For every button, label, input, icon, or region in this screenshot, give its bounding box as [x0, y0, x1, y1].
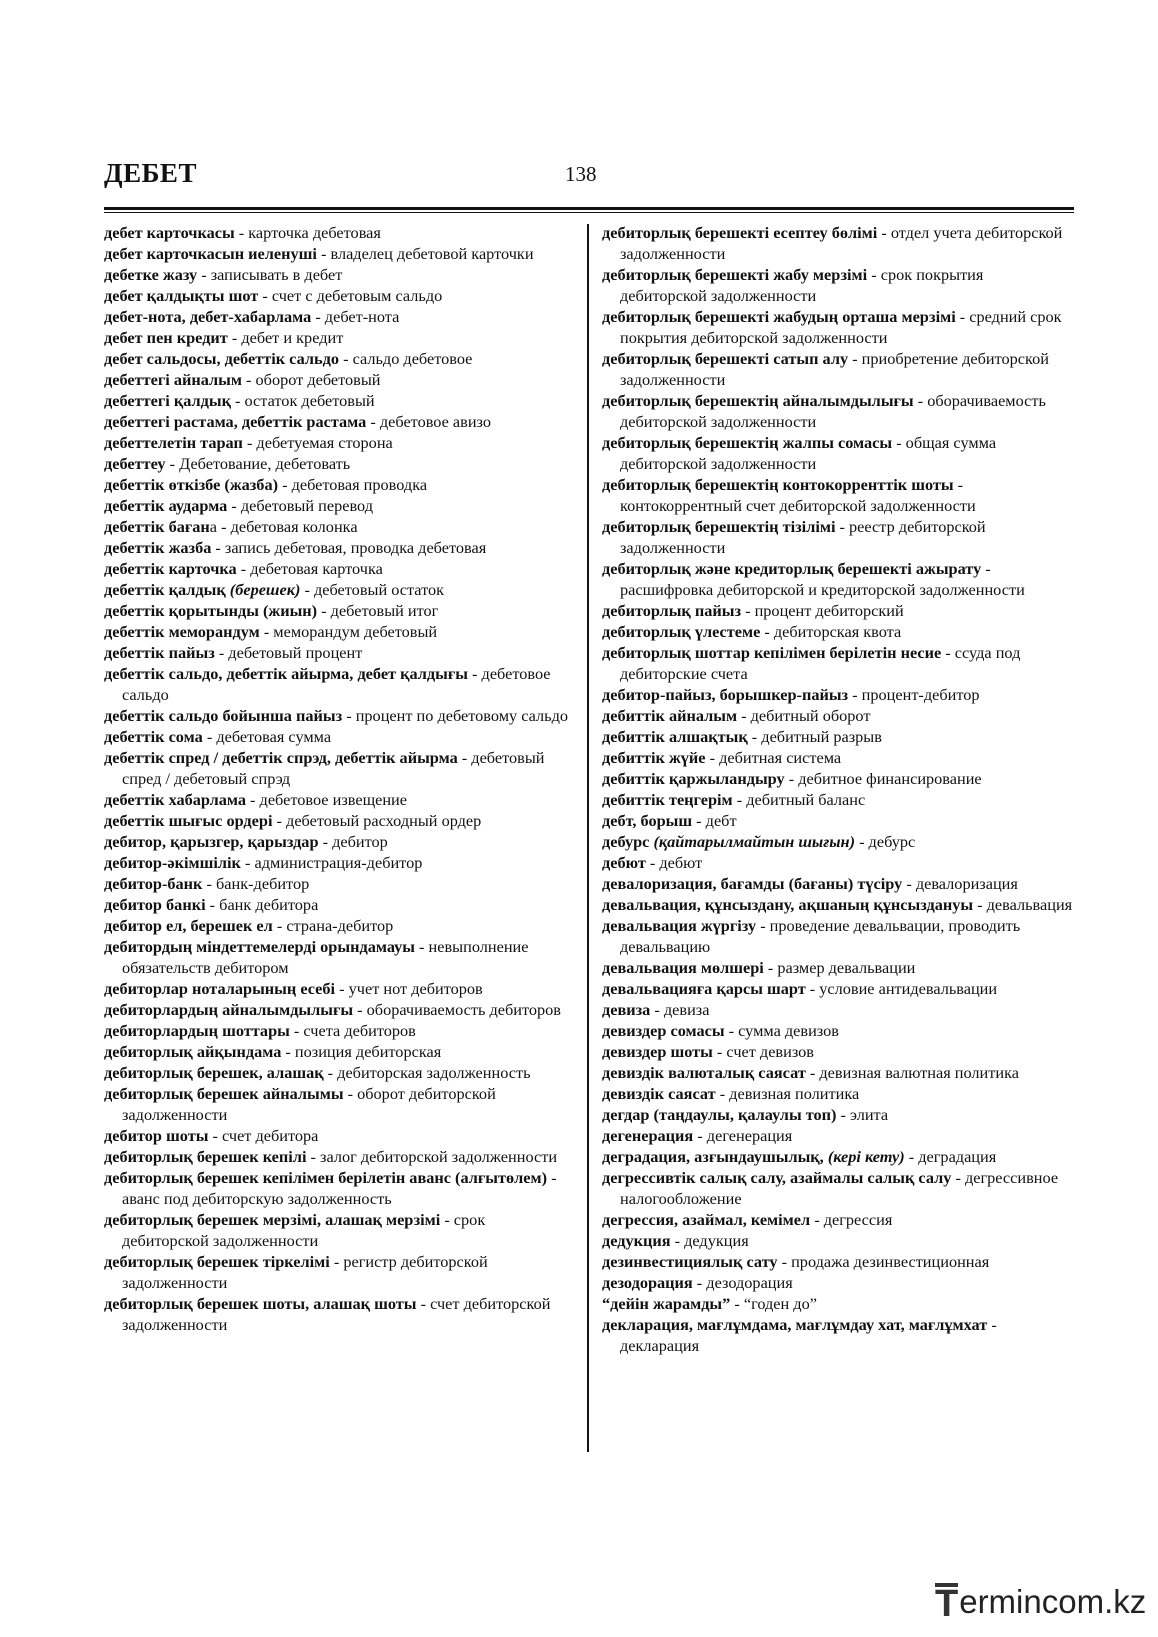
dictionary-entry — [104, 1083, 574, 1125]
entry-term: дегдар (таңдаулы, қалаулы топ) — [602, 1105, 837, 1124]
dictionary-entry — [104, 789, 574, 810]
entry-term: дебеттік қалдық — [104, 580, 230, 599]
entry-term: дебеттік жазба — [104, 538, 212, 557]
entry-term: дебеттік өткізбе (жазба) — [104, 475, 279, 494]
dictionary-entry — [602, 810, 1074, 831]
dictionary-entry — [602, 642, 1074, 684]
dictionary-entry — [104, 243, 574, 264]
entry-term: дебт, борыш — [602, 811, 693, 830]
header-word: ДЕБЕТ — [104, 158, 197, 188]
entry-term: дебет карточкасы — [104, 223, 235, 242]
entry-translation: - дебет и кредит — [227, 328, 344, 347]
entry-term: деградация, азғындаушылық, — [602, 1147, 828, 1166]
entry-term: дебеттік баған — [104, 517, 210, 536]
dictionary-entry — [602, 600, 1074, 621]
entry-translation: - дебт — [692, 811, 737, 830]
entry-term: девальвацияға қарсы шарт — [602, 979, 806, 998]
entry-translation: - дебитная система — [705, 748, 842, 767]
dictionary-entry — [104, 537, 574, 558]
entry-translation: - владелец дебетовой карточки — [316, 244, 534, 263]
entry-term: дебиторлардың шоттары — [104, 1021, 290, 1040]
entry-term: дебиторлық берешек кепілімен берілетін аванс (алғытөлем) — [104, 1168, 548, 1187]
entry-translation: - страна-дебитор — [272, 916, 394, 935]
entry-translation: - дебетовое извещение — [245, 790, 407, 809]
entry-term: дебиттік айналым — [602, 706, 738, 725]
entry-translation: - дебетовая проводка — [278, 475, 428, 494]
entry-translation: - срок дебиторской задолженности — [122, 1210, 486, 1250]
entry-translation: - ссуда под дебиторские счета — [620, 643, 1021, 683]
dictionary-entry — [104, 999, 574, 1020]
entry-term: дебет карточкасын иеленуші — [104, 244, 317, 263]
entry-term: дегрессивтік салық салу, азаймалы салық салу — [602, 1168, 952, 1187]
entry-translation: - расшифровка дебиторской и кредиторской задолженности — [620, 559, 1025, 599]
dictionary-entry — [104, 1062, 574, 1083]
dictionary-entry — [104, 558, 574, 579]
entry-translation: - дебитор — [318, 832, 388, 851]
entry-translation: - дегенерация — [693, 1126, 793, 1145]
entry-translation: - девиза — [650, 1000, 710, 1019]
entry-term: дебетке жазу — [104, 265, 198, 284]
dictionary-entry — [104, 705, 574, 726]
header-rule-thin — [104, 212, 1074, 213]
dictionary-entry — [104, 327, 574, 348]
dictionary-entry — [104, 810, 574, 831]
entry-translation: - учет нот дебиторов — [335, 979, 483, 998]
dictionary-entry — [602, 1230, 1074, 1251]
entry-translation: - дебитное финансирование — [784, 769, 982, 788]
dictionary-entry — [602, 1251, 1074, 1272]
entry-translation: - залог дебиторской задолженности — [306, 1147, 558, 1166]
entry-term: девальвация жүргізу — [602, 916, 757, 935]
entry-term: дебют — [602, 853, 646, 872]
entry-term: дебиторлық және кредиторлық берешекті ажырату — [602, 559, 982, 578]
entry-translation: - банк-дебитор — [202, 874, 310, 893]
entry-translation: - дебиторская задолженность — [323, 1063, 531, 1082]
entry-term: дебет қалдықты шот — [104, 286, 259, 305]
entry-term: дебеттегі растама, дебеттік растама — [104, 412, 367, 431]
entry-translation: - дебетовый перевод — [227, 496, 373, 515]
entry-translation: - аванс под дебиторскую задолженность — [122, 1168, 557, 1208]
entry-term: дебитор, қарызгер, қарыздар — [104, 832, 319, 851]
dictionary-entry — [104, 1167, 574, 1209]
dictionary-entry — [104, 642, 574, 663]
dictionary-entry — [104, 411, 574, 432]
entry-term: дебет пен кредит — [104, 328, 228, 347]
entry-translation: - приобретение дебиторской задолженности — [620, 349, 1049, 389]
entry-translation: - реестр дебиторской задолженности — [620, 517, 986, 557]
dictionary-entry — [104, 285, 574, 306]
dictionary-entry — [602, 1314, 1074, 1356]
entry-term-note: (қайтарылмайтын шығын) — [653, 832, 855, 851]
entry-translation: - “годен до” — [730, 1294, 817, 1313]
dictionary-entry — [104, 894, 574, 915]
entry-translation: - девальвация — [973, 895, 1073, 914]
entry-term: дебеттік меморандум — [104, 622, 260, 641]
entry-translation: - дебетуемая сторона — [242, 433, 393, 452]
dictionary-entry — [602, 978, 1074, 999]
entry-translation: - оборачиваемость дебиторов — [353, 1000, 561, 1019]
entry-term: дебиттік жүйе — [602, 748, 706, 767]
entry-term: дебиторлық берешек кепілі — [104, 1147, 307, 1166]
entry-translation: - дебетовая карточка — [236, 559, 383, 578]
dictionary-entry — [104, 264, 574, 285]
entry-term: дегрессия, азаймал, кемімел — [602, 1210, 811, 1229]
entry-translation: - дебурс — [855, 832, 916, 851]
entry-term: дебитор-банк — [104, 874, 203, 893]
entry-term: дебеттік карточка — [104, 559, 237, 578]
entry-term: дебеттік хабарлама — [104, 790, 246, 809]
entry-translation: - процент по дебетовому сальдо — [342, 706, 568, 725]
entry-term: дебиторлық берешек мерзімі, алашақ мерзімі — [104, 1210, 441, 1229]
dictionary-entry — [602, 1146, 1074, 1167]
entry-term: девалоризация, бағамды (бағаны) түсіру — [602, 874, 903, 893]
entry-term: дебеттік аударма — [104, 496, 228, 515]
entry-term: дебиторлар ноталарының есебі — [104, 979, 336, 998]
dictionary-entry — [602, 1041, 1074, 1062]
entry-translation: - дебетовая сумма — [202, 727, 332, 746]
entry-translation: - дебетовый остаток — [300, 580, 445, 599]
entry-translation: - продажа дезинвестиционная — [777, 1252, 990, 1271]
dictionary-entry — [602, 726, 1074, 747]
dictionary-entry — [602, 957, 1074, 978]
dictionary-entry — [602, 684, 1074, 705]
dictionary-entry — [104, 915, 574, 936]
dictionary-entry — [602, 348, 1074, 390]
entry-term: дебитор-пайыз, борышкер-пайыз — [602, 685, 849, 704]
dictionary-entry — [602, 621, 1074, 642]
dictionary-entry — [104, 831, 574, 852]
entry-term: дебеттік сома — [104, 727, 203, 746]
dictionary-entry — [602, 852, 1074, 873]
entry-term: дебеттегі қалдық — [104, 391, 231, 410]
entry-translation: - сальдо дебетовое — [339, 349, 473, 368]
entry-translation: - условие антидевальвации — [805, 979, 998, 998]
site-logo[interactable] — [935, 1580, 1150, 1624]
entry-translation: - карточка дебетовая — [234, 223, 381, 242]
entry-translation: - дегрессивное налогообложение — [620, 1168, 1059, 1208]
entry-translation: - регистр дебиторской задолженности — [122, 1252, 488, 1292]
dictionary-entry — [602, 474, 1074, 516]
entry-translation: - процент дебиторский — [741, 601, 904, 620]
entry-term: дебеттік сальдо бойынша пайыз — [104, 706, 343, 725]
dictionary-entry — [104, 453, 574, 474]
entry-translation: - девизная валютная политика — [805, 1063, 1019, 1082]
dictionary-entry — [104, 621, 574, 642]
dictionary-entry — [104, 747, 574, 789]
entry-translation: - банк дебитора — [205, 895, 319, 914]
entry-translation: - дебиторская квота — [760, 622, 902, 641]
dictionary-entry — [104, 600, 574, 621]
entry-translation: - дебетовое авизо — [366, 412, 492, 431]
dictionary-entry — [602, 768, 1074, 789]
entry-translation: - оборот дебетовый — [241, 370, 381, 389]
entry-term: дебиторлық берешекті есептеу бөлімі — [602, 223, 878, 242]
entry-translation: - невыполнение обязательств дебитором — [122, 937, 529, 977]
dictionary-entry — [104, 1251, 574, 1293]
dictionary-entry — [104, 348, 574, 369]
dictionary-entry — [104, 390, 574, 411]
entry-term: дебиттік теңгерім — [602, 790, 733, 809]
entry-term: дебиторлық шоттар кепілімен берілетін несие — [602, 643, 942, 662]
entry-translation: - записывать в дебет — [197, 265, 343, 284]
dictionary-entry — [602, 915, 1074, 957]
entry-term: девиздік валюталық саясат — [602, 1063, 806, 1082]
entry-translation: - процент-дебитор — [848, 685, 980, 704]
entry-term: дебиттік алшақтық — [602, 727, 748, 746]
entry-term: дебиторлық пайыз — [602, 601, 742, 620]
entry-translation: - проведение девальвации, проводить девальвацию — [620, 916, 1021, 956]
dictionary-entry — [104, 978, 574, 999]
dictionary-entry — [104, 516, 574, 537]
entry-translation: - дебитный баланс — [732, 790, 866, 809]
dictionary-entry — [104, 369, 574, 390]
entry-translation: - дедукция — [670, 1231, 749, 1250]
entry-term: дебиторлық үлестеме — [602, 622, 761, 641]
entry-translation: - срок покрытия дебиторской задолженности — [620, 265, 984, 305]
entry-translation: - контокоррентный счет дебиторской задолженности — [620, 475, 976, 515]
entry-translation: - дебют — [645, 853, 703, 872]
entry-term: дебеттік қорытынды (жиын) — [104, 601, 318, 620]
entry-translation: - счет с дебетовым сальдо — [258, 286, 443, 305]
entry-term: дебиторлық берешектің контокорренттік шоты — [602, 475, 954, 494]
entry-translation: - дебитный оборот — [737, 706, 871, 725]
dictionary-entry — [104, 1125, 574, 1146]
entry-term: дебеттеу — [104, 454, 166, 473]
entry-translation: - администрация-дебитор — [240, 853, 423, 872]
page-number: 138 — [565, 162, 597, 186]
entry-term: дебиторлардың айналымдылығы — [104, 1000, 354, 1019]
entry-term: дебитор шоты — [104, 1126, 209, 1145]
entry-translation: - счет девизов — [712, 1042, 814, 1061]
entry-translation: - отдел учета дебиторской задолженности — [620, 223, 1063, 263]
dictionary-entry — [104, 579, 574, 600]
entry-translation: - оборот дебиторской задолженности — [122, 1084, 496, 1124]
entry-translation: - девалоризация — [902, 874, 1018, 893]
entry-translation: - Дебетование, дебетовать — [165, 454, 351, 473]
dictionary-entry — [602, 705, 1074, 726]
entry-term: дезинвестициялық сату — [602, 1252, 778, 1271]
dictionary-entry — [602, 1293, 1074, 1314]
entry-term: дебиторлық берешек айналымы — [104, 1084, 344, 1103]
dictionary-entry — [602, 306, 1074, 348]
right-column — [602, 222, 1074, 1356]
entry-translation: - общая сумма дебиторской задолженности — [620, 433, 997, 473]
dictionary-entry — [602, 222, 1074, 264]
logo-text: ermincom.kz — [959, 1583, 1147, 1620]
entry-translation: - меморандум дебетовый — [259, 622, 438, 641]
entry-term: девиздер сомасы — [602, 1021, 725, 1040]
entry-translation: - счета дебиторов — [289, 1021, 416, 1040]
entry-term: дебиторлық берешекті сатып алу — [602, 349, 849, 368]
dictionary-entry — [104, 852, 574, 873]
entry-term: девальвация мөлшері — [602, 958, 764, 977]
entry-translation: - дебетовый итог — [317, 601, 439, 620]
dictionary-entry — [602, 1083, 1074, 1104]
left-column — [104, 222, 574, 1335]
entry-term: дебитордың міндеттемелерді орындамауы — [104, 937, 415, 956]
entry-term: дебиттік қаржыландыру — [602, 769, 785, 788]
entry-translation: - дебетовый спред / дебетовый спрэд — [122, 748, 545, 788]
entry-term: дебитор банкі — [104, 895, 206, 914]
dictionary-entry — [602, 1125, 1074, 1146]
entry-term-note: (кері кету) — [827, 1147, 905, 1166]
entry-term: дебиторлық берешекті жабу мерзімі — [602, 265, 868, 284]
entry-term: дебитор ел, берешек ел — [104, 916, 273, 935]
entry-translation: - дегрессия — [810, 1210, 893, 1229]
dictionary-entry — [602, 747, 1074, 768]
dictionary-entry — [104, 873, 574, 894]
dictionary-entry — [104, 1020, 574, 1041]
entry-term: девиза — [602, 1000, 651, 1019]
entry-translation: - дезодорация — [692, 1273, 793, 1292]
dictionary-entry — [602, 789, 1074, 810]
dictionary-entry — [104, 1146, 574, 1167]
entry-translation: - размер девальвации — [763, 958, 916, 977]
dictionary-entry — [104, 1293, 574, 1335]
entry-term: девальвация, құнсыздану, ақшаның құнсыздануы — [602, 895, 974, 914]
entry-term: дебиторлық берешек шоты, алашақ шоты — [104, 1294, 417, 1313]
entry-term: дебеттік сальдо, дебеттік айырма, дебет қалдығы — [104, 664, 468, 683]
column-divider — [587, 224, 589, 1452]
entry-term: дебет-нота, дебет-хабарлама — [104, 307, 312, 326]
entry-term: дебеттік шығыс ордері — [104, 811, 273, 830]
entry-term: девиздік саясат — [602, 1084, 716, 1103]
entry-term: дебиторлық берешектің айналымдылығы — [602, 391, 914, 410]
entry-term: дебиторлық айқындама — [104, 1042, 282, 1061]
entry-term: дегенерация — [602, 1126, 694, 1145]
dictionary-entry — [104, 663, 574, 705]
entry-translation: - средний срок покрытия дебиторской задолженности — [620, 307, 1062, 347]
entry-translation: - позиция дебиторская — [281, 1042, 442, 1061]
dictionary-entry — [602, 1062, 1074, 1083]
entry-translation: - дебетовое сальдо — [122, 664, 551, 704]
dictionary-entry — [602, 390, 1074, 432]
entry-term: дебиторлық берешекті жабудың орташа мерзімі — [602, 307, 956, 326]
entry-translation: - дебитный разрыв — [747, 727, 882, 746]
entry-translation: - счет дебиторской задолженности — [122, 1294, 551, 1334]
dictionary-entry — [602, 1167, 1074, 1209]
entry-translation: - деградация — [904, 1147, 997, 1166]
entry-translation: - девизная политика — [715, 1084, 860, 1103]
dictionary-entry — [602, 894, 1074, 915]
entry-translation: - счет дебитора — [208, 1126, 319, 1145]
entry-term: дебурс — [602, 832, 654, 851]
entry-term: дебитор-әкімшілік — [104, 853, 241, 872]
dictionary-entry — [602, 999, 1074, 1020]
entry-term: декларация, мағлұмдама, мағлұмдау хат, мағлұмхат — [602, 1315, 988, 1334]
entry-term: дебиторлық берешектің тізілімі — [602, 517, 836, 536]
entry-term-note: (берешек) — [229, 580, 301, 599]
dictionary-entry — [602, 1020, 1074, 1041]
dictionary-entry — [602, 873, 1074, 894]
dictionary-entry — [602, 432, 1074, 474]
entry-translation: - декларация — [620, 1315, 997, 1355]
dictionary-entry — [602, 1104, 1074, 1125]
logo-mark: T — [935, 1583, 959, 1625]
entry-translation: - дебетовый расходный ордер — [272, 811, 482, 830]
entry-translation: - запись дебетовая, проводка дебетовая — [211, 538, 487, 557]
entry-term: девиздер шоты — [602, 1042, 713, 1061]
entry-translation: - остаток дебетовый — [230, 391, 375, 410]
entry-term: дебиторлық берешектің жалпы сомасы — [602, 433, 893, 452]
entry-term: дебиторлық берешек тіркелімі — [104, 1252, 330, 1271]
entry-translation: - дебет-нота — [311, 307, 400, 326]
entry-term: дебиторлық берешек, алашақ — [104, 1063, 324, 1082]
entry-term: дезодорация — [602, 1273, 693, 1292]
entry-translation: - дебетовый процент — [214, 643, 363, 662]
dictionary-entry — [602, 516, 1074, 558]
dictionary-entry — [602, 831, 1074, 852]
dictionary-entry — [104, 936, 574, 978]
dictionary-entry — [602, 1209, 1074, 1230]
dictionary-entry — [104, 495, 574, 516]
dictionary-entry — [104, 432, 574, 453]
entry-translation: а - дебетовая колонка — [209, 517, 358, 536]
dictionary-entry — [602, 558, 1074, 600]
dictionary-entry — [104, 1209, 574, 1251]
dictionary-entry — [104, 222, 574, 243]
entry-term: дебеттік спред / дебеттік спрэд, дебеттік айырма — [104, 748, 458, 767]
entry-term: дебеттік пайыз — [104, 643, 215, 662]
entry-translation: - оборачиваемость дебиторской задолженности — [620, 391, 1046, 431]
dictionary-entry — [602, 264, 1074, 306]
dictionary-entry — [104, 306, 574, 327]
entry-term: дебеттегі айналым — [104, 370, 242, 389]
dictionary-entry — [104, 1041, 574, 1062]
entry-translation: - элита — [836, 1105, 889, 1124]
dictionary-entry — [602, 1272, 1074, 1293]
entry-term: “дейін жарамды” — [602, 1294, 731, 1313]
header-rule-thick — [104, 207, 1074, 210]
entry-translation: - сумма девизов — [724, 1021, 839, 1040]
entry-term: дебеттелетін тарап — [104, 433, 243, 452]
dictionary-entry — [104, 474, 574, 495]
entry-term: дебет сальдосы, дебеттік сальдо — [104, 349, 340, 368]
entry-term: дедукция — [602, 1231, 671, 1250]
dictionary-entry — [104, 726, 574, 747]
